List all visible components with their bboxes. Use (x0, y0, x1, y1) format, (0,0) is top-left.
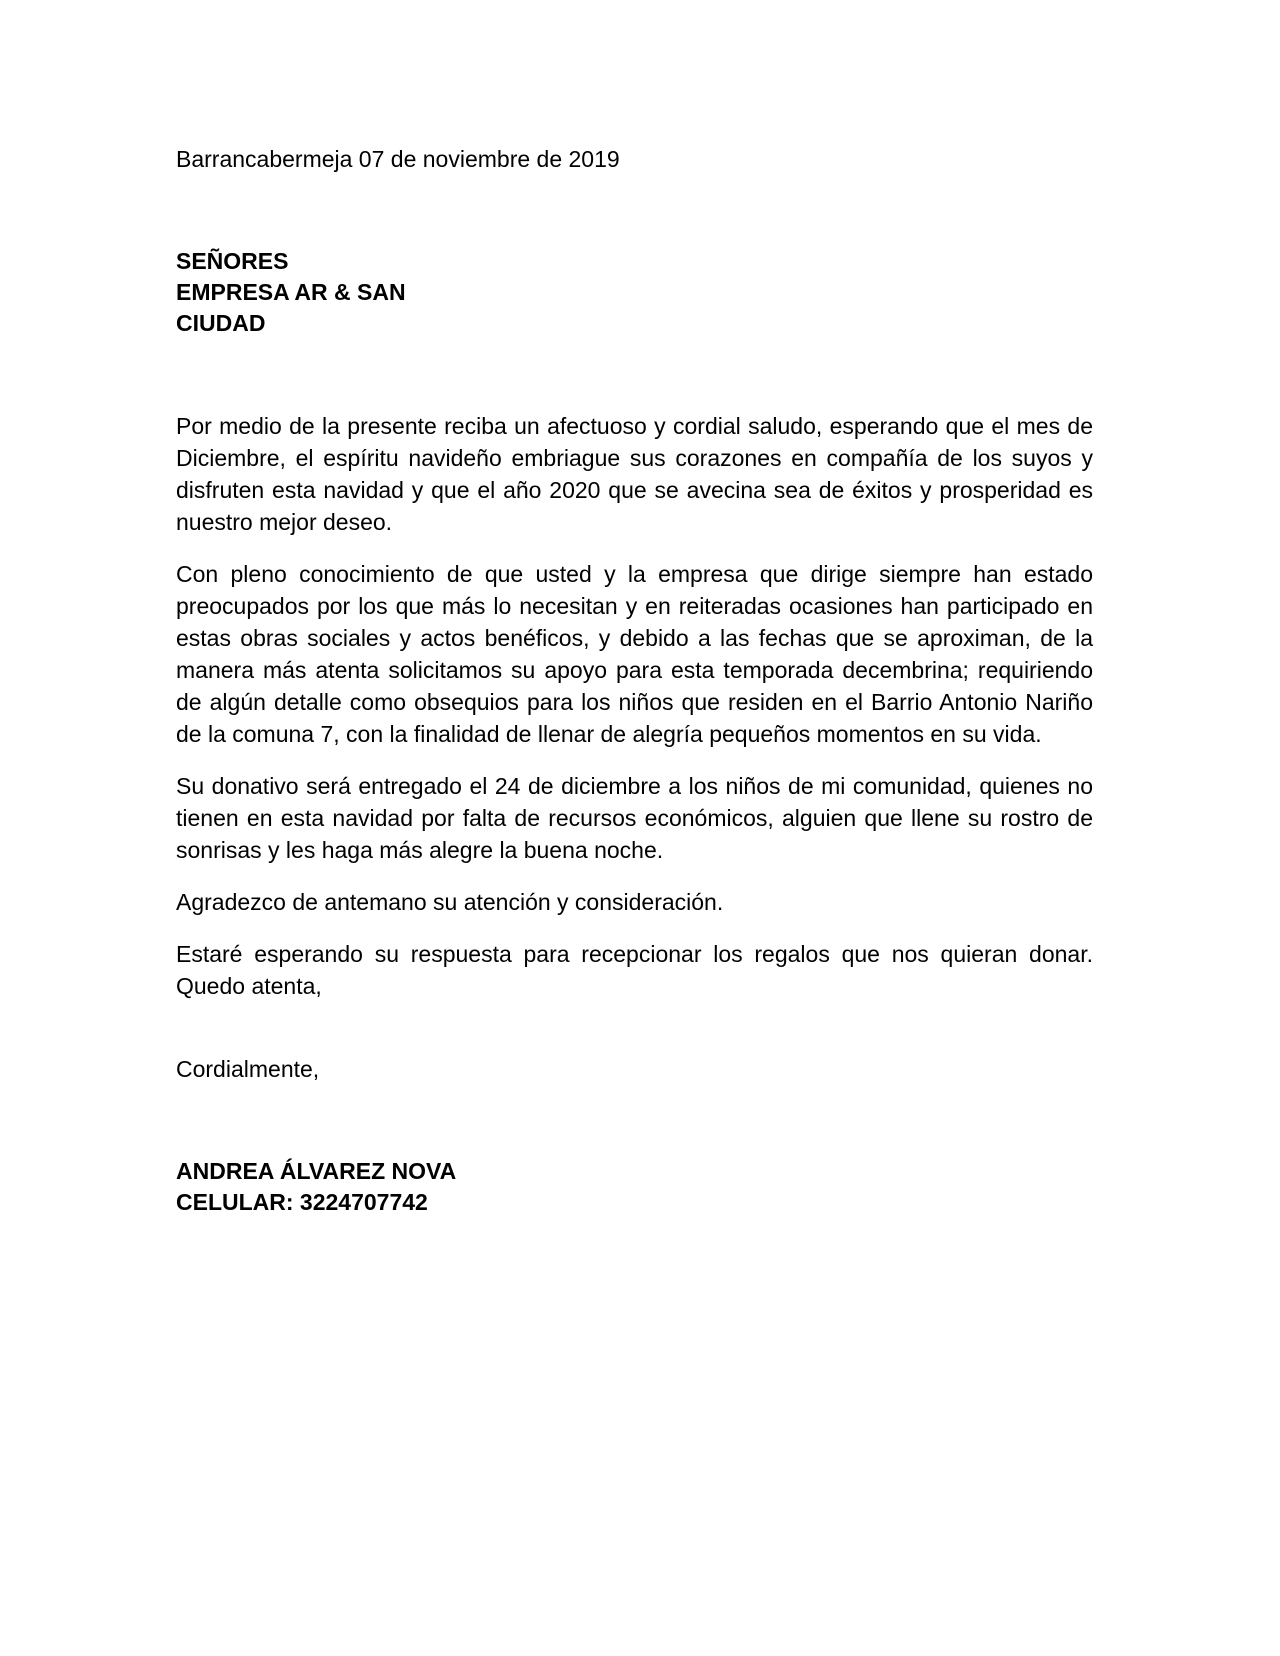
body-paragraphs (176, 410, 1093, 1002)
signature-phone: CELULAR: 3224707742 (176, 1189, 428, 1215)
paragraph-awaiting: Estaré esperando su respuesta para recepcionar los regalos que nos quieran donar. Quedo atenta, (176, 941, 1093, 999)
place-date: Barrancabermeja 07 de noviembre de 2019 (176, 146, 620, 172)
recipient-block (176, 246, 1093, 339)
paragraph-thanks: Agradezco de antemano su atención y consideración. (176, 889, 724, 915)
recipient-line-3: CIUDAD (176, 310, 266, 336)
letter-body (176, 143, 1093, 1218)
paragraph-request: Con pleno conocimiento de que usted y la empresa que dirige siempre han estado preocupados por los que más lo necesitan y en reiteradas ocasiones han participado en estas obras sociales y actos benéficos, y debido a las fechas que se aproximan, de la manera más atenta solicitamos su apoyo para esta temporada decembrina; requiriendo de algún detalle como obsequios para los niños que residen en el Barrio Antonio Nariño de la comuna 7, con la finalidad de llenar de alegría pequeños momentos en su vida. (176, 561, 1093, 747)
recipient-line-1: SEÑORES (176, 248, 289, 274)
recipient-line-2: EMPRESA AR & SAN (176, 279, 406, 305)
paragraph-donation: Su donativo será entregado el 24 de diciembre a los niños de mi comunidad, quienes no tienen en esta navidad por falta de recursos económicos, alguien que llene su rostro de sonrisas y les haga más alegre la buena noche. (176, 773, 1093, 863)
paragraph-greeting: Por medio de la presente reciba un afectuoso y cordial saludo, esperando que el mes de Diciembre, el espíritu navideño embriague sus corazones en compañía de los suyos y disfruten esta navidad y que el año 2020 que se avecina sea de éxitos y prosperidad es nuestro mejor deseo. (176, 413, 1093, 535)
closing-line: Cordialmente, (176, 1056, 320, 1082)
signature-block (176, 1156, 1093, 1218)
signature-name: ANDREA ÁLVAREZ NOVA (176, 1158, 457, 1184)
